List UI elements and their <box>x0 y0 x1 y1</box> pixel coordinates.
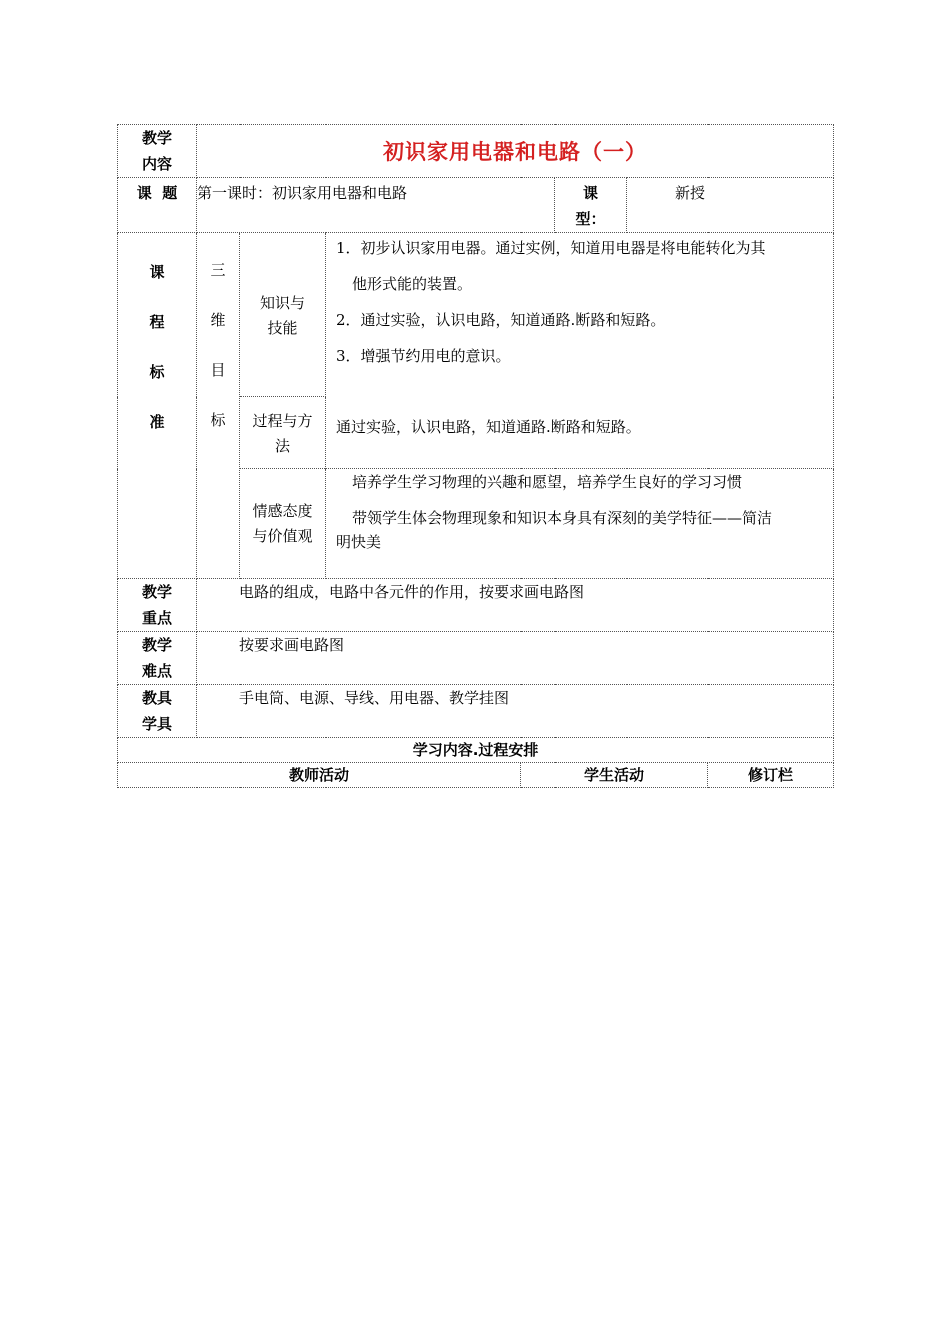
difficult-points-label: 教学 难点 <box>118 632 197 685</box>
topic-value: 第一课时：初识家用电器和电路 <box>197 178 555 233</box>
row-standard-knowledge <box>118 233 834 397</box>
curriculum-standard-label: 课 程 标 准 <box>118 233 197 579</box>
teaching-content-label: 教学 内容 <box>118 125 197 178</box>
process-method-text: 通过实验，认识电路，知道通路.断路和短路。 <box>336 418 641 436</box>
three-dimension-goal-label: 三 维 目 标 <box>197 233 240 579</box>
emotion-value-label: 情感态度 与价值观 <box>240 469 326 579</box>
difficult-points-text: 按要求画电路图 <box>197 632 834 685</box>
emotion-text: 培养学生学习物理的兴趣和愿望，培养学生良好的学习习惯 <box>352 473 743 491</box>
lesson-type-value: 新授 <box>627 178 834 233</box>
teaching-tools-label: 教具 学具 <box>118 685 197 738</box>
knowledge-item: 1．初步认识家用电器。通过实例，知道用电器是将电能转化为其 <box>336 239 766 257</box>
knowledge-skill-label: 知识与 技能 <box>240 233 326 397</box>
row-difficult-points <box>118 632 834 685</box>
row-key-points <box>118 579 834 632</box>
row-teaching-tools <box>118 685 834 738</box>
revision-column-header: 修订栏 <box>708 763 834 788</box>
key-points-text: 电路的组成，电路中各元件的作用，按要求画电路图 <box>197 579 834 632</box>
lesson-plan-table <box>117 124 834 788</box>
row-activity-columns <box>118 763 834 788</box>
row-arrangement <box>118 738 834 763</box>
row-topic <box>118 178 834 233</box>
process-method-label: 过程与方 法 <box>240 397 326 469</box>
arrangement-heading: 学习内容.过程安排 <box>118 738 834 763</box>
student-activity-header: 学生活动 <box>521 763 708 788</box>
knowledge-item: 2．通过实验，认识电路，知道通路.断路和短路。 <box>336 311 666 329</box>
knowledge-and-process-content <box>326 233 834 469</box>
emotion-text: 明快美 <box>336 533 382 551</box>
topic-label: 课 题 <box>118 178 197 233</box>
emotion-text: 带领学生体会物理现象和知识本身具有深刻的美学特征——简洁 <box>352 509 773 527</box>
emotion-value-content <box>326 469 834 579</box>
lesson-title: 初识家用电器和电路（一） <box>197 125 834 178</box>
knowledge-item: 3．增强节约用电的意识。 <box>336 347 511 365</box>
key-points-label: 教学 重点 <box>118 579 197 632</box>
teacher-activity-header: 教师活动 <box>118 763 521 788</box>
knowledge-item: 他形式能的装置。 <box>352 275 473 293</box>
row-teaching-content <box>118 125 834 178</box>
lesson-type-label: 课 型： <box>555 178 627 233</box>
teaching-tools-text: 手电筒、电源、导线、用电器、教学挂图 <box>197 685 834 738</box>
